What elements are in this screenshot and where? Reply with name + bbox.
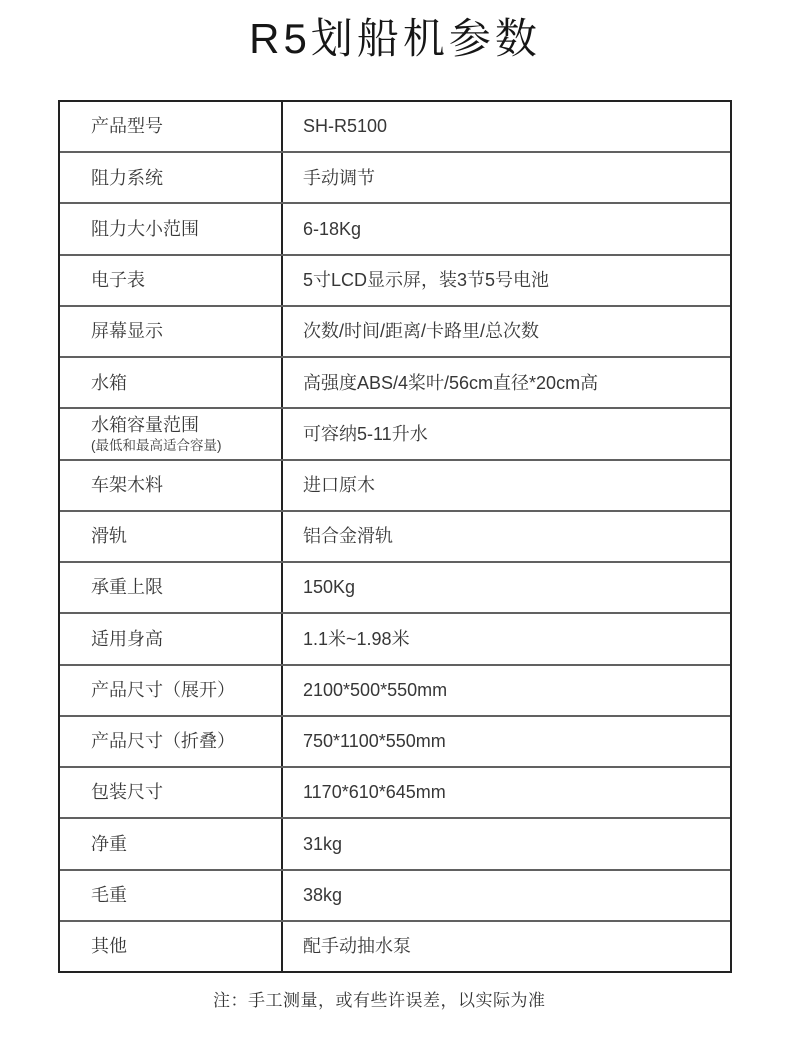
spec-value: 可容纳5-11升水 [303,423,428,444]
table-row [60,817,730,868]
spec-label-cell [60,461,283,510]
spec-value: 手动调节 [303,167,375,188]
spec-label: 阻力大小范围 [91,218,199,239]
spec-label: 净重 [91,833,127,854]
table-row [60,510,730,561]
spec-label-cell [60,153,283,202]
table-row [60,869,730,920]
table-row [60,766,730,817]
spec-label-cell [60,563,283,612]
spec-label-cell [60,819,283,868]
spec-value: 1170*610*645mm [303,782,446,803]
spec-label: 产品型号 [91,116,163,137]
spec-value: 高强度ABS/4桨叶/56cm直径*20cm高 [303,372,599,393]
table-row [60,202,730,253]
spec-value: SH-R5100 [303,116,388,137]
spec-label-cell [60,204,283,253]
spec-label-cell [60,768,283,817]
table-row [60,102,730,151]
table-row [60,920,730,971]
spec-value: 次数/时间/距离/卡路里/总次数 [303,321,540,342]
spec-label: 包装尺寸 [91,782,163,803]
table-row [60,459,730,510]
spec-value: 150Kg [303,577,356,598]
spec-label: 水箱容量范围 [91,415,199,436]
spec-label: 电子表 [91,270,145,291]
spec-label-cell [60,666,283,715]
table-row [60,254,730,305]
spec-table [58,100,732,973]
spec-value: 配手动抽水泵 [303,936,411,957]
table-row [60,356,730,407]
spec-value: 进口原木 [303,475,375,495]
footnote: 注：手工测量，或有些许误差，以实际为准 [213,991,546,1010]
spec-value: 31kg [303,833,343,854]
table-row [60,407,730,458]
spec-label: 车架木料 [91,475,163,495]
spec-label: 阻力系统 [91,167,163,188]
table-row [60,664,730,715]
page-title: R5划船机参数 [249,15,541,62]
spec-value: 750*1100*550mm [303,731,446,752]
spec-label: 产品尺寸（折叠） [91,731,235,752]
spec-label: 水箱 [91,372,127,393]
spec-label: 产品尺寸（展开） [91,679,235,700]
spec-label: 其他 [91,936,127,957]
spec-value: 38kg [303,884,343,905]
spec-label-cell [60,512,283,561]
table-row [60,715,730,766]
table-row [60,151,730,202]
spec-label-cell [60,409,283,458]
spec-label-cell [60,307,283,356]
spec-label-cell [60,871,283,920]
spec-label-cell [60,614,283,663]
table-row [60,305,730,356]
spec-sublabel: (最低和最高适合容量) [91,437,222,453]
spec-label-cell [60,256,283,305]
spec-label-cell [60,717,283,766]
spec-label: 适用身高 [91,628,163,649]
spec-value: 6-18Kg [303,218,362,239]
spec-label-cell [60,358,283,407]
spec-value: 5寸LCD显示屏，装3节5号电池 [303,270,550,291]
spec-label: 屏幕显示 [91,321,163,342]
spec-label-cell [60,102,283,151]
spec-label: 承重上限 [91,577,163,598]
table-row [60,561,730,612]
table-row [60,612,730,663]
spec-label: 毛重 [91,884,127,905]
spec-value: 1.1米~1.98米 [303,628,410,649]
spec-label: 滑轨 [91,526,127,547]
spec-label-cell [60,922,283,971]
spec-value: 铝合金滑轨 [303,526,393,547]
spec-value: 2100*500*550mm [303,679,448,700]
